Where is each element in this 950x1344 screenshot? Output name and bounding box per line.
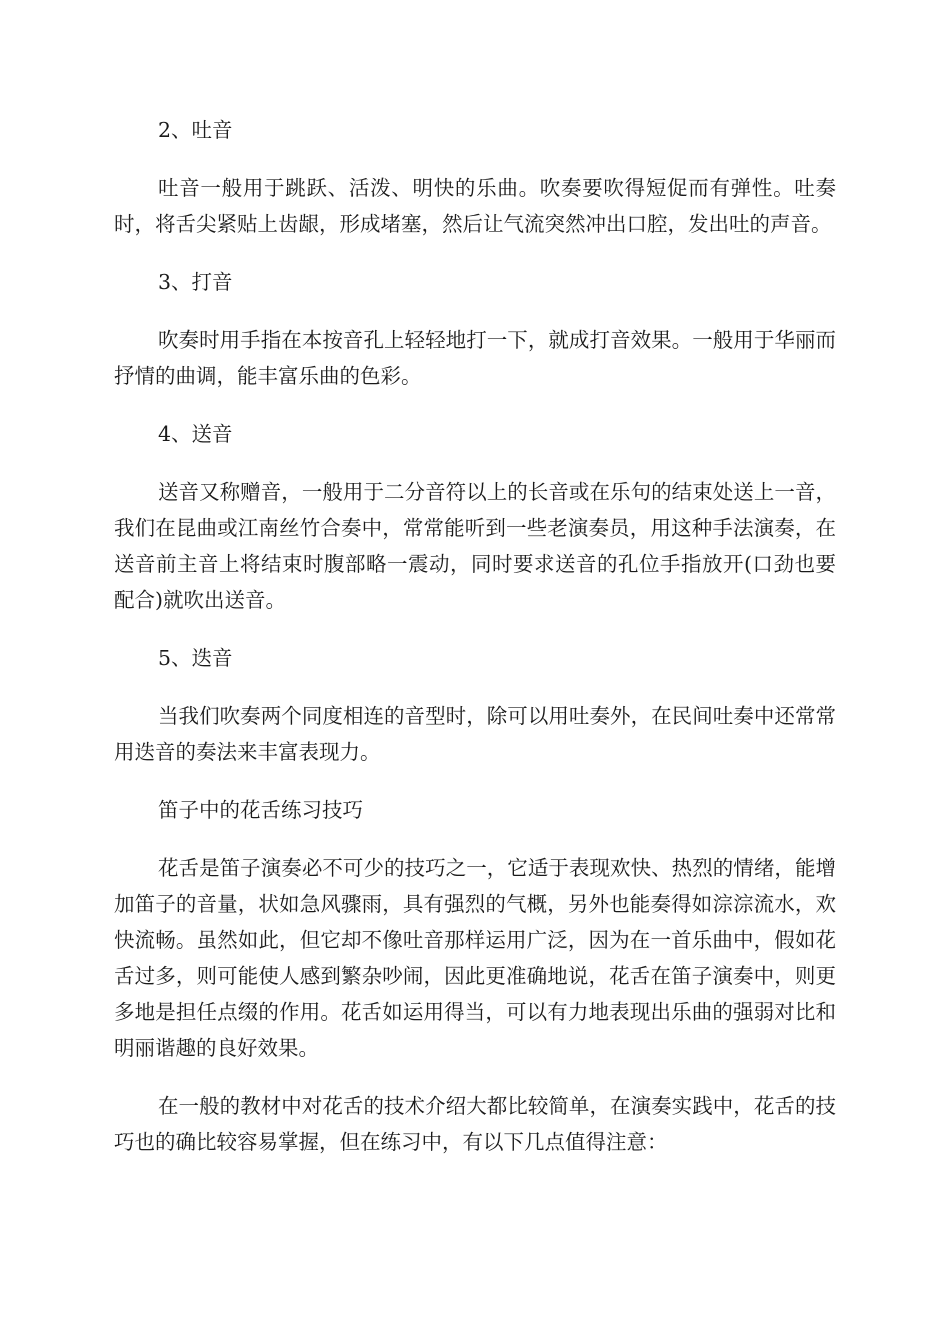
section-heading-dayin: 3、打音	[158, 270, 233, 294]
section-heading-huashe: 笛子中的花舌练习技巧	[158, 798, 363, 822]
section-heading-tuyin: 2、吐音	[158, 118, 233, 142]
section-body-dieyin: 当我们吹奏两个同度相连的音型时，除可以用吐奏外，在民间吐奏中还常常用迭音的奏法来丰富表现力。	[114, 704, 836, 764]
section-heading-dieyin: 5、迭音	[158, 646, 233, 670]
closing-paragraph: 在一般的教材中对花舌的技术介绍大都比较简单，在演奏实践中，花舌的技巧也的确比较容易掌握，但在练习中，有以下几点值得注意：	[114, 1094, 836, 1154]
section-body-tuyin: 吐音一般用于跳跃、活泼、明快的乐曲。吹奏要吹得短促而有弹性。吐奏时，将舌尖紧贴上齿龈，形成堵塞，然后让气流突然冲出口腔，发出吐的声音。	[114, 176, 836, 236]
section-body-songyin: 送音又称赠音，一般用于二分音符以上的长音或在乐句的结束处送上一音，我们在昆曲或江南丝竹合奏中，常常能听到一些老演奏员，用这种手法演奏，在送音前主音上将结束时腹部略一震动，同时要求送音的孔位手指放开(口劲也要配合)就吹出送音。	[114, 480, 836, 612]
section-body-dayin: 吹奏时用手指在本按音孔上轻轻地打一下，就成打音效果。一般用于华丽而抒情的曲调，能丰富乐曲的色彩。	[114, 328, 836, 388]
section-heading-songyin: 4、送音	[158, 422, 233, 446]
section-body-huashe: 花舌是笛子演奏必不可少的技巧之一，它适于表现欢快、热烈的情绪，能增加笛子的音量，状如急风骤雨，具有强烈的气概，另外也能奏得如淙淙流水，欢快流畅。虽然如此，但它却不像吐音那样运用广泛，因为在一首乐曲中，假如花舌过多，则可能使人感到繁杂吵闹，因此更准确地说，花舌在笛子演奏中，则更多地是担任点缀的作用。花舌如运用得当，可以有力地表现出乐曲的强弱对比和明丽谐趣的良好效果。	[114, 856, 836, 1060]
document-body	[114, 112, 836, 1182]
